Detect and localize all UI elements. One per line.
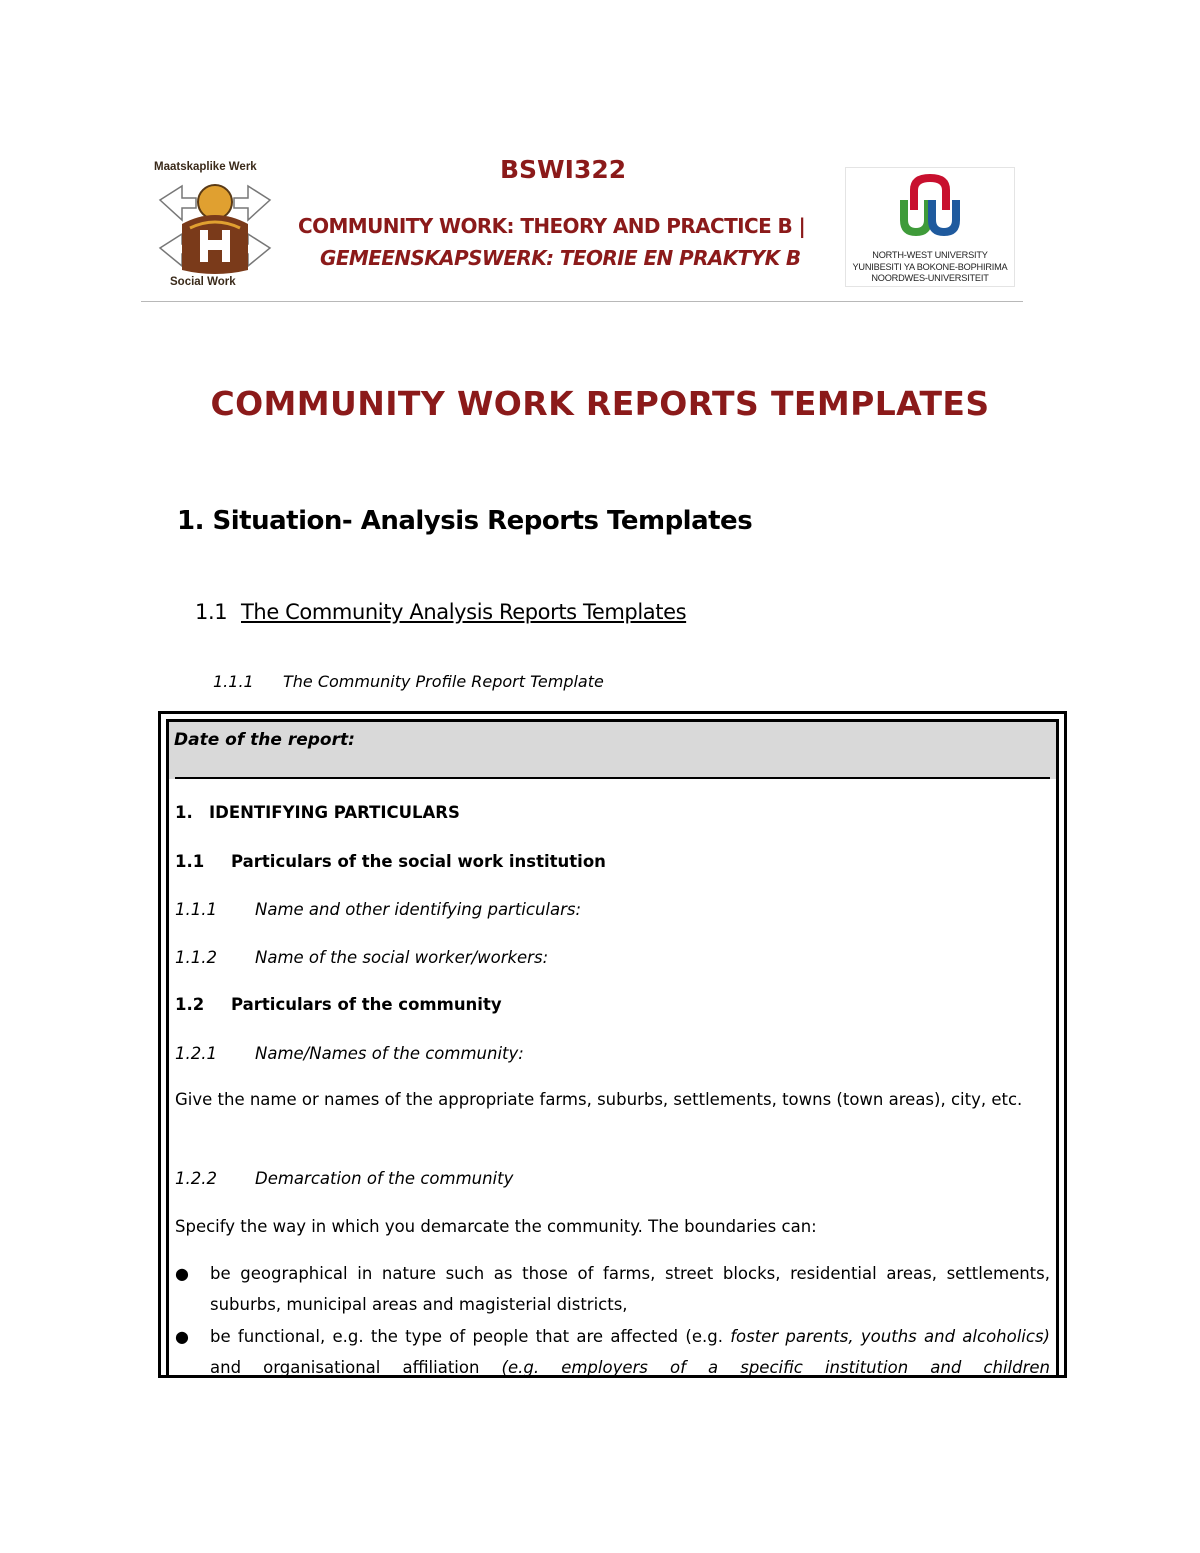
social-work-logo: [152, 160, 278, 292]
nwu-name-line1: NORTH-WEST UNIVERSITY: [872, 250, 988, 260]
item-1-2-1: [175, 1044, 524, 1063]
heading-text: IDENTIFYING PARTICULARS: [209, 803, 460, 822]
section-text: The Community Profile Report Template: [283, 672, 604, 691]
section-number: 1.1: [195, 600, 228, 624]
date-divider: [175, 777, 1050, 779]
logo-bottom-text: Social Work: [170, 276, 236, 288]
community-heading: [175, 995, 502, 1014]
item-number: 1.2.1: [175, 1044, 217, 1063]
bullet-icon: ●: [175, 1264, 189, 1283]
section-heading-1-1: [195, 600, 686, 624]
date-label: Date of the report:: [174, 730, 355, 750]
heading-number: 1.1: [175, 852, 205, 871]
bullet-text: be geographical in nature such as those of farms, street blocks, residential areas, settlements, suburbs, municipal areas and magisterial districts,: [210, 1264, 1050, 1314]
nwu-name-line2: YUNIBESITI YA BOKONE-BOPHIRIMA: [852, 262, 1008, 272]
identifying-heading: [175, 803, 460, 822]
item-number: 1.1.1: [175, 900, 217, 919]
nwu-name-line3: NOORDWES-UNIVERSITEIT: [871, 273, 989, 283]
report-template-inner: [166, 719, 1059, 1375]
item-number: 1.1.2: [175, 948, 217, 967]
institution-heading: [175, 852, 606, 871]
report-template-box: [158, 711, 1067, 1378]
course-code: BSWI322: [500, 155, 627, 184]
course-title-afrikaans: GEMEENSKAPSWERK: TEORIE EN PRAKTYK B: [320, 246, 801, 270]
date-row: [169, 722, 1056, 779]
course-title-english: COMMUNITY WORK: THEORY AND PRACTICE B |: [298, 214, 806, 238]
logo-top-text: Maatskaplike Werk: [154, 161, 257, 173]
section-number: 1.1.1: [213, 672, 254, 691]
bullet-icon: ●: [175, 1327, 189, 1346]
item-text: Demarcation of the community: [255, 1169, 514, 1188]
item-text: Name of the social worker/workers:: [255, 948, 549, 967]
nwu-logo: [845, 167, 1015, 287]
heading-text: Particulars of the community: [231, 995, 502, 1014]
item-text: Name and other identifying particulars:: [255, 900, 582, 919]
bullet-item: [175, 1321, 1050, 1378]
item-1-1-1: [175, 900, 581, 919]
item-1-2-2: [175, 1169, 513, 1188]
section-heading-1-1-1: [213, 672, 604, 691]
item-1-1-2: [175, 948, 548, 967]
section-text: The Community Analysis Reports Templates: [241, 600, 687, 624]
document-title: COMMUNITY WORK REPORTS TEMPLATES: [210, 384, 990, 423]
section-heading-1: 1. Situation- Analysis Reports Templates: [177, 506, 753, 536]
heading-number: 1.2: [175, 995, 205, 1014]
header-divider: [141, 301, 1023, 302]
heading-text: Particulars of the social work institution: [231, 852, 606, 871]
heading-number: 1.: [175, 803, 193, 822]
bullet-item: [175, 1258, 1050, 1320]
demarcation-paragraph: Specify the way in which you demarcate the community. The boundaries can:: [175, 1217, 817, 1236]
hands-emblem-icon: [152, 178, 278, 278]
item-text: Name/Names of the community:: [255, 1044, 524, 1063]
item-number: 1.2.2: [175, 1169, 217, 1188]
nwu-emblem-icon: [894, 170, 966, 240]
names-paragraph: Give the name or names of the appropriate farms, suburbs, settlements, towns (town areas), city, etc.: [175, 1090, 1023, 1109]
bullet-text: be functional, e.g. the type of people that are affected (e.g. foster parents, youths and alcoholics) and organisational affiliation (e.g. employers of a specific institution and children: [210, 1327, 1050, 1377]
